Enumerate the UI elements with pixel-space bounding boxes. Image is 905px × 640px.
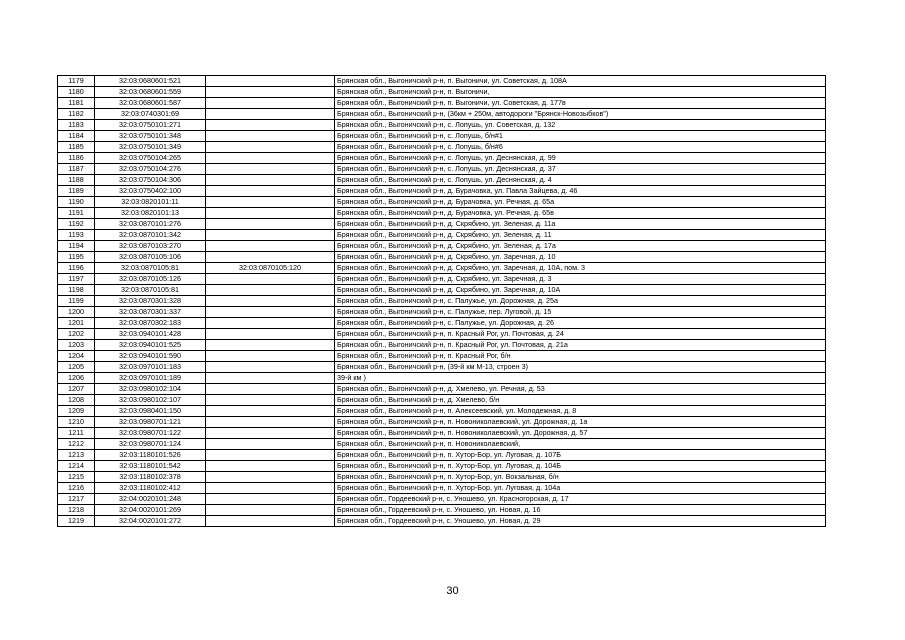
address-cell: Брянская обл., Выгоничский р-н, с. Палужье, ул. Дорожная, д. 26	[335, 318, 826, 329]
related-cadastral-number-cell	[206, 362, 335, 373]
related-cadastral-number-cell	[206, 109, 335, 120]
related-cadastral-number-cell	[206, 87, 335, 98]
related-cadastral-number-cell	[206, 516, 335, 527]
table-row	[58, 197, 826, 208]
address-cell: Брянская обл., Выгоничский р-н, (39-й км М-13, строен 3)	[335, 362, 826, 373]
row-number-cell: 1218	[58, 505, 95, 516]
address-cell: Брянская обл., Выгоничский р-н, (36км + 250м, автодороги "Брянск-Новозыбков")	[335, 109, 826, 120]
row-number-cell: 1198	[58, 285, 95, 296]
row-number-cell: 1199	[58, 296, 95, 307]
related-cadastral-number-cell	[206, 351, 335, 362]
row-number-cell: 1215	[58, 472, 95, 483]
cadastral-number-cell: 32:03:1180101:526	[95, 450, 206, 461]
cadastral-number-cell: 32:03:0680601:559	[95, 87, 206, 98]
row-number-cell: 1212	[58, 439, 95, 450]
address-cell: Брянская обл., Выгоничский р-н, д. Хмелево, ул. Речная, д. 53	[335, 384, 826, 395]
table-row	[58, 208, 826, 219]
address-cell: Брянская обл., Выгоничский р-н, п. Красный Рог, ул. Почтовая, д. 21а	[335, 340, 826, 351]
related-cadastral-number-cell	[206, 285, 335, 296]
cadastral-number-cell: 32:03:0870103:270	[95, 241, 206, 252]
row-number-cell: 1213	[58, 450, 95, 461]
address-cell: Брянская обл., Выгоничский р-н, п. Новониколаевский, ул. Дорожная, д. 1а	[335, 417, 826, 428]
cadastral-number-cell: 32:03:0750104:276	[95, 164, 206, 175]
address-cell: Брянская обл., Выгоничский р-н, п. Выгоничи, ул. Советская, д. 177в	[335, 98, 826, 109]
related-cadastral-number-cell	[206, 417, 335, 428]
table-row	[58, 285, 826, 296]
table-row	[58, 230, 826, 241]
row-number-cell: 1196	[58, 263, 95, 274]
page-number: 30	[446, 585, 459, 597]
cadastral-number-cell: 32:03:0980701:121	[95, 417, 206, 428]
row-number-cell: 1203	[58, 340, 95, 351]
row-number-cell: 1200	[58, 307, 95, 318]
table-body	[58, 76, 826, 527]
row-number-cell: 1211	[58, 428, 95, 439]
table-row	[58, 307, 826, 318]
row-number-cell: 1197	[58, 274, 95, 285]
cadastral-number-cell: 32:03:0970101:183	[95, 362, 206, 373]
address-cell: Брянская обл., Гордеевский р-н, с. Уношево, ул. Новая, д. 29	[335, 516, 826, 527]
cadastral-number-cell: 32:04:0020101:269	[95, 505, 206, 516]
table-row	[58, 472, 826, 483]
cadastral-number-cell: 32:03:0750101:348	[95, 131, 206, 142]
table-row	[58, 87, 826, 98]
address-cell: Брянская обл., Выгоничский р-н, д. Скрябино, ул. Зеленая, д. 17а	[335, 241, 826, 252]
address-cell: Брянская обл., Выгоничский р-н, с. Лопушь, ул. Советская, д. 132	[335, 120, 826, 131]
row-number-cell: 1209	[58, 406, 95, 417]
cadastral-number-cell: 32:03:0980102:104	[95, 384, 206, 395]
related-cadastral-number-cell	[206, 197, 335, 208]
related-cadastral-number-cell	[206, 428, 335, 439]
related-cadastral-number-cell	[206, 329, 335, 340]
table-row	[58, 417, 826, 428]
cadastral-number-cell: 32:03:0870302:183	[95, 318, 206, 329]
address-cell: Брянская обл., Гордеевский р-н, с. Уношево, ул. Новая, д. 16	[335, 505, 826, 516]
related-cadastral-number-cell	[206, 439, 335, 450]
cadastral-number-cell: 32:03:1180102:378	[95, 472, 206, 483]
address-cell: Брянская обл., Выгоничский р-н, д. Бурачовка, ул. Павла Зайцева, д. 46	[335, 186, 826, 197]
related-cadastral-number-cell	[206, 395, 335, 406]
related-cadastral-number-cell	[206, 307, 335, 318]
cadastral-number-cell: 32:03:0870105:81	[95, 285, 206, 296]
table-row	[58, 494, 826, 505]
related-cadastral-number-cell	[206, 241, 335, 252]
row-number-cell: 1207	[58, 384, 95, 395]
cadastral-number-cell: 32:03:0820101:11	[95, 197, 206, 208]
row-number-cell: 1206	[58, 373, 95, 384]
table-row	[58, 175, 826, 186]
related-cadastral-number-cell	[206, 450, 335, 461]
table-row	[58, 351, 826, 362]
property-table	[57, 75, 826, 527]
related-cadastral-number-cell	[206, 340, 335, 351]
related-cadastral-number-cell	[206, 461, 335, 472]
table-row	[58, 450, 826, 461]
row-number-cell: 1184	[58, 131, 95, 142]
table-row	[58, 263, 826, 274]
cadastral-number-cell: 32:03:0750101:271	[95, 120, 206, 131]
table-row	[58, 428, 826, 439]
cadastral-number-cell: 32:03:0980701:122	[95, 428, 206, 439]
table-row	[58, 76, 826, 87]
table-row	[58, 483, 826, 494]
address-cell: Брянская обл., Выгоничский р-н, п. Выгоничи,	[335, 87, 826, 98]
row-number-cell: 1205	[58, 362, 95, 373]
related-cadastral-number-cell	[206, 208, 335, 219]
row-number-cell: 1202	[58, 329, 95, 340]
row-number-cell: 1217	[58, 494, 95, 505]
row-number-cell: 1182	[58, 109, 95, 120]
table-row	[58, 131, 826, 142]
address-cell: Брянская обл., Выгоничский р-н, д. Хмелево, б/н	[335, 395, 826, 406]
address-cell: Брянская обл., Выгоничский р-н, д. Скрябино, ул. Заречная, д. 10А	[335, 285, 826, 296]
cadastral-number-cell: 32:03:0680601:521	[95, 76, 206, 87]
address-cell: Брянская обл., Выгоничский р-н, п. Новониколаевский, ул. Дорожная, д. 57	[335, 428, 826, 439]
table-row	[58, 164, 826, 175]
related-cadastral-number-cell	[206, 296, 335, 307]
table-row	[58, 406, 826, 417]
cadastral-number-cell: 32:03:0970101:189	[95, 373, 206, 384]
address-cell: Брянская обл., Выгоничский р-н, п. Хутор-Бор, ул. Луговая, д. 104Б	[335, 461, 826, 472]
cadastral-number-cell: 32:03:0940101:590	[95, 351, 206, 362]
row-number-cell: 1181	[58, 98, 95, 109]
row-number-cell: 1180	[58, 87, 95, 98]
address-cell: Брянская обл., Выгоничский р-н, п. Хутор-Бор, ул. Луговая, д. 107Б	[335, 450, 826, 461]
related-cadastral-number-cell	[206, 120, 335, 131]
address-cell: Брянская обл., Выгоничский р-н, с. Палужье, ул. Дорожная, д. 25а	[335, 296, 826, 307]
cadastral-number-cell: 32:03:0980401:150	[95, 406, 206, 417]
cadastral-number-cell: 32:03:0980701:124	[95, 439, 206, 450]
row-number-cell: 1214	[58, 461, 95, 472]
address-cell: Брянская обл., Выгоничский р-н, д. Скрябино, ул. Зеленая, д. 11а	[335, 219, 826, 230]
row-number-cell: 1187	[58, 164, 95, 175]
related-cadastral-number-cell	[206, 164, 335, 175]
address-cell: Брянская обл., Выгоничский р-н, п. Хутор-Бор, ул. Вокзальная, б/н	[335, 472, 826, 483]
table-row	[58, 318, 826, 329]
address-cell: Брянская обл., Выгоничский р-н, п. Новониколаевский,	[335, 439, 826, 450]
cadastral-number-cell: 32:03:0870301:328	[95, 296, 206, 307]
row-number-cell: 1216	[58, 483, 95, 494]
address-cell: Брянская обл., Выгоничский р-н, с. Лопушь, ул. Деснянская, д. 4	[335, 175, 826, 186]
row-number-cell: 1192	[58, 219, 95, 230]
cadastral-number-cell: 32:03:0870301:337	[95, 307, 206, 318]
cadastral-number-cell: 32:03:0750101:349	[95, 142, 206, 153]
table-row	[58, 219, 826, 230]
cadastral-number-cell: 32:03:0940101:525	[95, 340, 206, 351]
related-cadastral-number-cell	[206, 219, 335, 230]
address-cell: Брянская обл., Выгоничский р-н, д. Скрябино, ул. Заречная, д. 3	[335, 274, 826, 285]
related-cadastral-number-cell	[206, 76, 335, 87]
related-cadastral-number-cell	[206, 318, 335, 329]
cadastral-number-cell: 32:03:0740301:69	[95, 109, 206, 120]
cadastral-number-cell: 32:03:1180101:542	[95, 461, 206, 472]
address-cell: Брянская обл., Выгоничский р-н, с. Лопушь, б/н#6	[335, 142, 826, 153]
related-cadastral-number-cell	[206, 252, 335, 263]
related-cadastral-number-cell	[206, 406, 335, 417]
address-cell: Брянская обл., Выгоничский р-н, п. Хутор-Бор, ул. Луговая, д. 104а	[335, 483, 826, 494]
address-cell: Брянская обл., Выгоничский р-н, п. Красный Рог, б/н	[335, 351, 826, 362]
row-number-cell: 1193	[58, 230, 95, 241]
related-cadastral-number-cell	[206, 131, 335, 142]
cadastral-number-cell: 32:03:0870105:126	[95, 274, 206, 285]
address-cell: 39-й км )	[335, 373, 826, 384]
row-number-cell: 1179	[58, 76, 95, 87]
cadastral-number-cell: 32:03:0870105:81	[95, 263, 206, 274]
related-cadastral-number-cell	[206, 186, 335, 197]
cadastral-number-cell: 32:03:0980102:107	[95, 395, 206, 406]
table-row	[58, 362, 826, 373]
table-row	[58, 98, 826, 109]
row-number-cell: 1183	[58, 120, 95, 131]
table-row	[58, 252, 826, 263]
table-row	[58, 329, 826, 340]
table-row	[58, 395, 826, 406]
address-cell: Брянская обл., Выгоничский р-н, д. Скрябино, ул. Зеленая, д. 11	[335, 230, 826, 241]
related-cadastral-number-cell	[206, 274, 335, 285]
related-cadastral-number-cell	[206, 505, 335, 516]
related-cadastral-number-cell	[206, 175, 335, 186]
table-row	[58, 373, 826, 384]
cadastral-number-cell: 32:03:0820101:13	[95, 208, 206, 219]
cadastral-number-cell: 32:03:0680601:587	[95, 98, 206, 109]
cadastral-number-cell: 32:03:0750104:265	[95, 153, 206, 164]
cadastral-number-cell: 32:03:0750104:306	[95, 175, 206, 186]
cadastral-number-cell: 32:03:0870101:276	[95, 219, 206, 230]
row-number-cell: 1219	[58, 516, 95, 527]
related-cadastral-number-cell	[206, 384, 335, 395]
address-cell: Брянская обл., Выгоничский р-н, с. Лопушь, ул. Деснянская, д. 37	[335, 164, 826, 175]
table-row	[58, 120, 826, 131]
cadastral-number-cell: 32:03:0750402:100	[95, 186, 206, 197]
table-row	[58, 505, 826, 516]
cadastral-number-cell: 32:03:0870101:342	[95, 230, 206, 241]
address-cell: Брянская обл., Выгоничский р-н, с. Палужье, пер. Луговой, д. 15	[335, 307, 826, 318]
row-number-cell: 1190	[58, 197, 95, 208]
address-cell: Брянская обл., Гордеевский р-н, с. Уношево, ул. Красногорская, д. 17	[335, 494, 826, 505]
row-number-cell: 1210	[58, 417, 95, 428]
row-number-cell: 1208	[58, 395, 95, 406]
row-number-cell: 1204	[58, 351, 95, 362]
table-row	[58, 274, 826, 285]
related-cadastral-number-cell: 32:03:0870105:120	[206, 263, 335, 274]
address-cell: Брянская обл., Выгоничский р-н, д. Бурачовка, ул. Речная, д. 65а	[335, 197, 826, 208]
related-cadastral-number-cell	[206, 230, 335, 241]
row-number-cell: 1188	[58, 175, 95, 186]
related-cadastral-number-cell	[206, 98, 335, 109]
row-number-cell: 1201	[58, 318, 95, 329]
table-row	[58, 461, 826, 472]
table-row	[58, 153, 826, 164]
row-number-cell: 1194	[58, 241, 95, 252]
address-cell: Брянская обл., Выгоничский р-н, п. Алексеевский, ул. Молодежная, д. 8	[335, 406, 826, 417]
related-cadastral-number-cell	[206, 153, 335, 164]
table-row	[58, 296, 826, 307]
table-row	[58, 142, 826, 153]
cadastral-number-cell: 32:03:0870105:106	[95, 252, 206, 263]
row-number-cell: 1186	[58, 153, 95, 164]
table-row	[58, 241, 826, 252]
table-row	[58, 439, 826, 450]
address-cell: Брянская обл., Выгоничский р-н, д. Скрябино, ул. Заречная, д. 10А, пом. 3	[335, 263, 826, 274]
cadastral-number-cell: 32:04:0020101:248	[95, 494, 206, 505]
row-number-cell: 1195	[58, 252, 95, 263]
related-cadastral-number-cell	[206, 142, 335, 153]
related-cadastral-number-cell	[206, 373, 335, 384]
table-row	[58, 109, 826, 120]
row-number-cell: 1189	[58, 186, 95, 197]
address-cell: Брянская обл., Выгоничский р-н, п. Выгоничи, ул. Советская, д. 108А	[335, 76, 826, 87]
cadastral-number-cell: 32:03:1180102:412	[95, 483, 206, 494]
address-cell: Брянская обл., Выгоничский р-н, д. Скрябино, ул. Заречная, д. 10	[335, 252, 826, 263]
address-cell: Брянская обл., Выгоничский р-н, с. Лопушь, б/н#1	[335, 131, 826, 142]
related-cadastral-number-cell	[206, 472, 335, 483]
table-row	[58, 340, 826, 351]
row-number-cell: 1185	[58, 142, 95, 153]
table-row	[58, 516, 826, 527]
row-number-cell: 1191	[58, 208, 95, 219]
table-row	[58, 186, 826, 197]
table-row	[58, 384, 826, 395]
cadastral-number-cell: 32:03:0940101:428	[95, 329, 206, 340]
address-cell: Брянская обл., Выгоничский р-н, с. Лопушь, ул. Деснянская, д. 99	[335, 153, 826, 164]
cadastral-number-cell: 32:04:0020101:272	[95, 516, 206, 527]
related-cadastral-number-cell	[206, 494, 335, 505]
address-cell: Брянская обл., Выгоничский р-н, д. Бурачовка, ул. Речная, д. 65в	[335, 208, 826, 219]
related-cadastral-number-cell	[206, 483, 335, 494]
address-cell: Брянская обл., Выгоничский р-н, п. Красный Рог, ул. Почтовая, д. 24	[335, 329, 826, 340]
